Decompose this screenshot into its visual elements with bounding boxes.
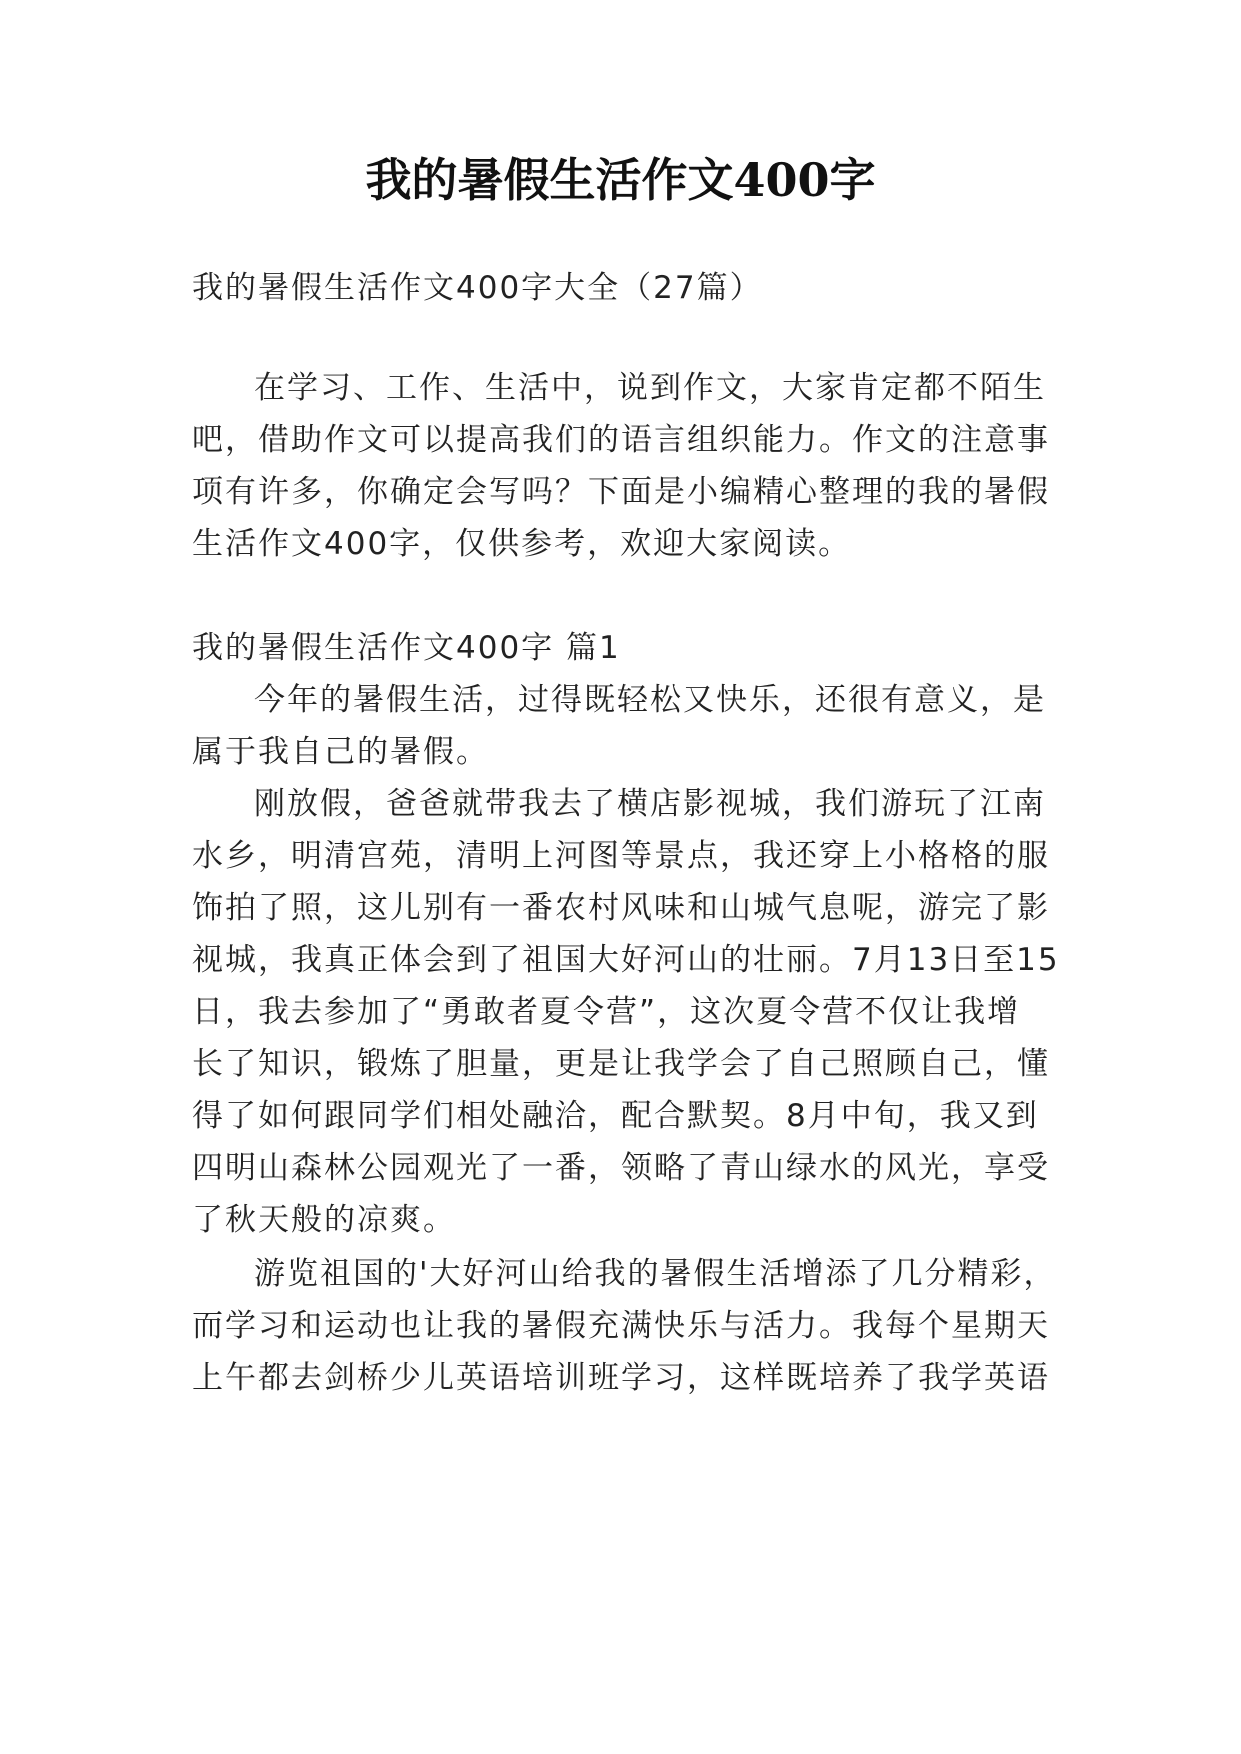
body-line-11: 了秋天般的凉爽。 [192, 1202, 456, 1238]
body-line-3: 刚放假，爸爸就带我去了横店影视城，我们游玩了江南 [254, 786, 1046, 822]
body-line-12: 游览祖国的'大好河山给我的暑假生活增添了几分精彩， [254, 1256, 1057, 1292]
intro-line-3: 项有许多，你确定会写吗？下面是小编精心整理的我的暑假 [192, 474, 1050, 510]
document-subtitle: 我的暑假生活作文400字大全（27篇） [192, 270, 763, 306]
intro-line-4: 生活作文400字，仅供参考，欢迎大家阅读。 [192, 526, 852, 562]
body-line-14: 上午都去剑桥少儿英语培训班学习，这样既培养了我学英语 [192, 1360, 1050, 1396]
body-line-5: 饰拍了照，这儿别有一番农村风味和山城气息呢，游完了影 [192, 890, 1050, 926]
body-line-7: 日，我去参加了“勇敢者夏令营”，这次夏令营不仅让我增 [192, 994, 1021, 1030]
section-heading-1: 我的暑假生活作文400字 篇1 [192, 630, 621, 666]
body-line-6: 视城，我真正体会到了祖国大好河山的壮丽。7月13日至15 [192, 942, 1060, 978]
intro-line-1: 在学习、工作、生活中，说到作文，大家肯定都不陌生 [254, 370, 1046, 406]
body-line-10: 四明山森林公园观光了一番，领略了青山绿水的风光，享受 [192, 1150, 1050, 1186]
body-line-4: 水乡，明清宫苑，清明上河图等景点，我还穿上小格格的服 [192, 838, 1050, 874]
document-title: 我的暑假生活作文400字 [365, 153, 876, 207]
intro-line-2: 吧，借助作文可以提高我们的语言组织能力。作文的注意事 [192, 422, 1050, 458]
body-line-2: 属于我自己的暑假。 [192, 734, 489, 770]
body-line-1: 今年的暑假生活，过得既轻松又快乐，还很有意义，是 [254, 682, 1046, 718]
body-line-13: 而学习和运动也让我的暑假充满快乐与活力。我每个星期天 [192, 1308, 1050, 1344]
body-line-8: 长了知识，锻炼了胆量，更是让我学会了自己照顾自己，懂 [192, 1046, 1050, 1082]
body-line-9: 得了如何跟同学们相处融洽，配合默契。8月中旬，我又到 [192, 1098, 1039, 1134]
